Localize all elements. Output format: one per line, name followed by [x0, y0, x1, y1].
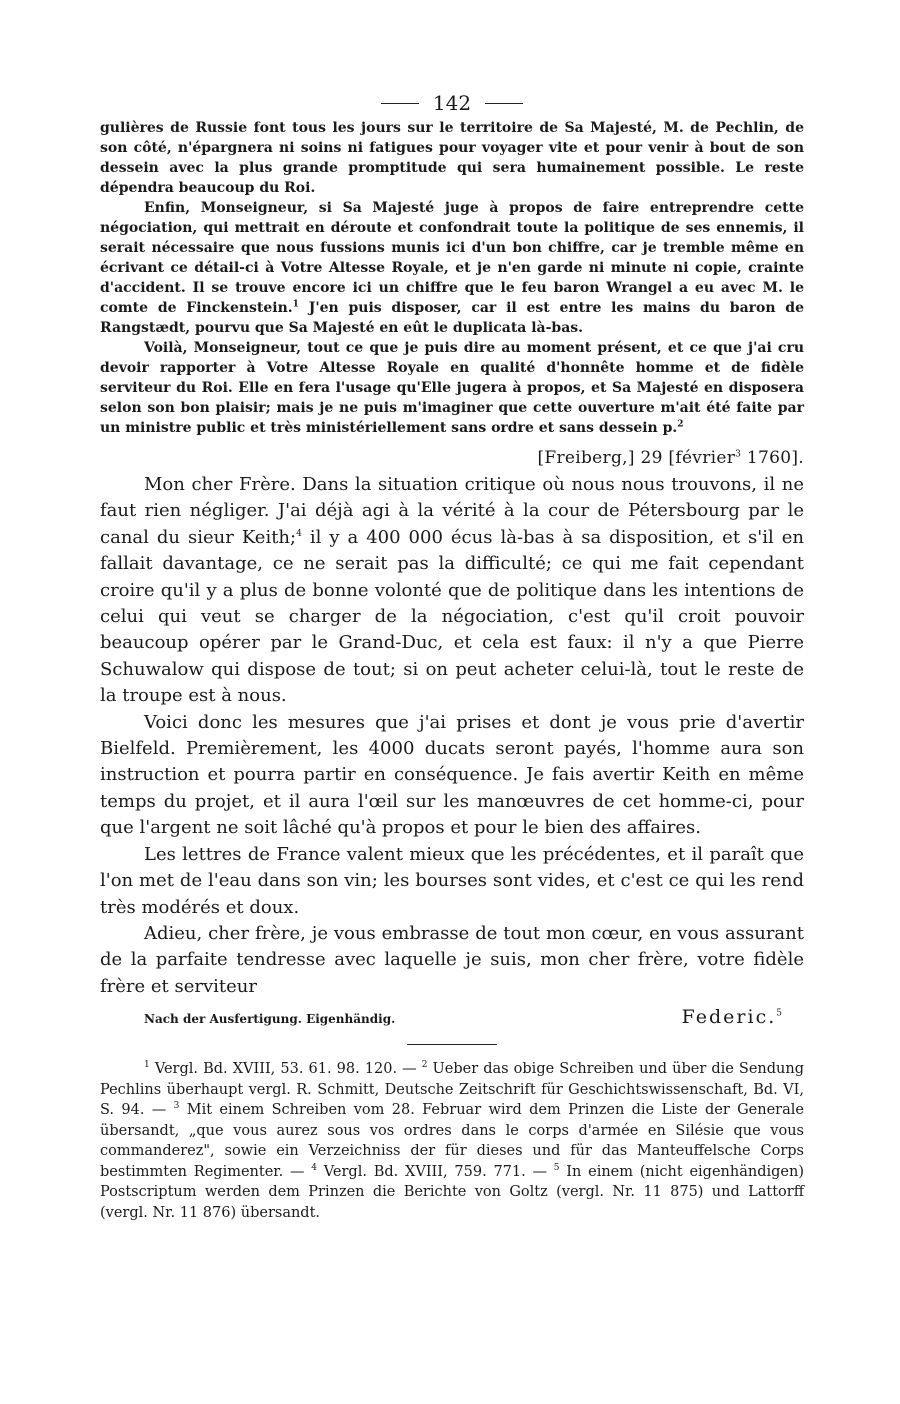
letter-paragraph-1-text-b: il y a 400 000 écus là-bas à sa disposition, et s'il en fallait davantage, ce ne serait pas la difficulté; ce qui me fait cependant croire qu'il y a plus de bonne volonté que de politique dans les intentions de celui qui veut se charger de la négociation, c'est qu'il croit pouvoir beaucoup opérer par le Grand-Duc, et cela est faux: il n'y a que Pierre Schuwalow qui dispose de tout; si on peut acheter celui-là, tout le reste de la troupe est à nous.: [100, 526, 804, 707]
letter-paragraph-2: Voici donc les mesures que j'ai prises et dont je vous prie d'avertir Bielfeld. Premièrement, les 4000 ducats seront payés, l'homme aura son instruction et pourra partir en conséquence. Je fais avertir Keith en même temps du projet, et il aura l'œil sur les manœuvres de cet homme-ci, pour que l'argent ne soit lâché qu'à propos et pour le bien des affaires.: [100, 711, 804, 839]
header-rule-right: [485, 103, 523, 104]
footnote-text-2: Ueber das obige Schreiben und über die Sendung Pechlins überhaupt vergl. R. Schmitt, Deutsche Zeitschrift für Geschichtswissenschaft, Bd. VI, S. 94. —: [100, 1061, 805, 1119]
header-rule-left: [381, 103, 419, 104]
letter-text: [100, 472, 804, 1000]
footnote-text-5: In einem (nicht eigenhändigen) Postscriptum werden dem Prinzen die Berichte von Goltz (vergl. Nr. 11 875) und Lattorff (vergl. Nr. 11 876) übersandt.: [100, 1163, 804, 1221]
footnotes: [100, 1059, 804, 1223]
report-text: [100, 118, 804, 438]
report-paragraph-2: [100, 198, 804, 338]
footnote-separator: [407, 1044, 497, 1045]
page-number: 142: [432, 91, 472, 115]
footnote-ref-2: 2: [677, 419, 684, 430]
footnote-text-3: Mit einem Schreiben vom 28. Februar wird dem Prinzen die Liste der Generale übersandt, „que vous aurez sous vos ordres dans le corps d'armée en Silésie que vous commanderez", sowie ein Verzeichniss der für dieses und für das Manteuffelsche Corps bestimmten Regimenter. —: [100, 1102, 804, 1180]
letter-dateline: [100, 446, 804, 470]
footnote-ref-5: 5: [776, 1008, 784, 1019]
dateline-text-a: [Freiberg,] 29 [février: [537, 448, 736, 468]
footnote-ref-1: 1: [292, 299, 299, 310]
page-header: [100, 88, 804, 118]
footnote-marker-1: 1: [144, 1060, 150, 1071]
report-paragraph-2-text-a: Enfin, Monseigneur, si Sa Majesté juge à propos de faire entreprendre cette négociation, qui mettrait en déroute et confondrait toute la politique de ses ennemis, il serait nécessaire que nous fussions munis ici d'un bon chiffre, car je tremble même en écrivant ce détail-ci à Votre Altesse Royale, et je n'en garde ni minute ni copie, crainte d'accident. Il se trouve encore ici un chiffre que le feu baron Wrangel a eu avec M. le comte de Finckenstein.: [100, 200, 804, 316]
footnote-marker-5: 5: [553, 1162, 560, 1173]
dateline-text-b: 1760].: [741, 448, 804, 468]
report-paragraph-3-text: Voilà, Monseigneur, tout ce que je puis dire au moment présent, et ce que j'ai cru devoir rapporter à Votre Altesse Royale en qualité d'honnête homme et de fidèle serviteur du Roi. Elle en fera l'usage qu'Elle jugera à propos, et Sa Majesté en disposera selon son bon plaisir; mais je ne puis m'imaginer que cette ouverture m'ait été faite par un ministre public et très ministériellement sans ordre et sans dessein p.: [100, 340, 804, 436]
footnote-marker-3: 3: [173, 1101, 180, 1112]
footnote-marker-4: 4: [311, 1162, 317, 1173]
letter-paragraph-3: Les lettres de France valent mieux que les précédentes, et il paraît que l'on met de l'eau dans son vin; les bourses sont vides, et c'est ce qui les rend très modérés et doux.: [100, 843, 804, 918]
footnote-text-1: Vergl. Bd. XVIII, 53. 61. 98. 120. —: [149, 1061, 422, 1078]
footnote-ref-4: 4: [296, 528, 302, 539]
letter-paragraph-1: [100, 472, 804, 710]
footnote-text-4: Vergl. Bd. XVIII, 759. 771. —: [317, 1163, 554, 1180]
signature-row: [100, 1006, 804, 1028]
report-paragraph-2-text-b: J'en puis disposer, car il est entre les mains du baron de Rangstædt, pourvu que Sa Majesté en eût le duplicata là-bas.: [100, 300, 804, 336]
letter-paragraph-1-text-a: Mon cher Frère. Dans la situation critique où nous nous trouvons, il ne faut rien négliger. J'ai déjà agi à la vérité à la cour de Pétersbourg par le canal du sieur Keith;: [100, 474, 804, 548]
footnote-marker-2: 2: [421, 1060, 428, 1071]
source-note: Nach der Ausfertigung. Eigenhändig.: [144, 1012, 396, 1027]
signature-text: Federic.: [681, 1006, 777, 1029]
footnote-ref-3: 3: [735, 449, 742, 460]
report-paragraph-1: gulières de Russie font tous les jours sur le territoire de Sa Majesté, M. de Pechlin, de son côté, n'épargnera ni soins ni fatigues pour voyager vite et pour venir à bout de son dessein avec la plus grande promptitude qui sera humainement possible. Le reste dépendra beaucoup du Roi.: [100, 120, 804, 196]
page: [100, 88, 804, 1223]
signature: [682, 1006, 804, 1028]
letter-paragraph-4: Adieu, cher frère, je vous embrasse de tout mon cœur, en vous assurant de la parfaite tendresse avec laquelle je suis, mon cher frère, votre fidèle frère et serviteur: [100, 922, 804, 997]
report-paragraph-3: [100, 338, 804, 438]
